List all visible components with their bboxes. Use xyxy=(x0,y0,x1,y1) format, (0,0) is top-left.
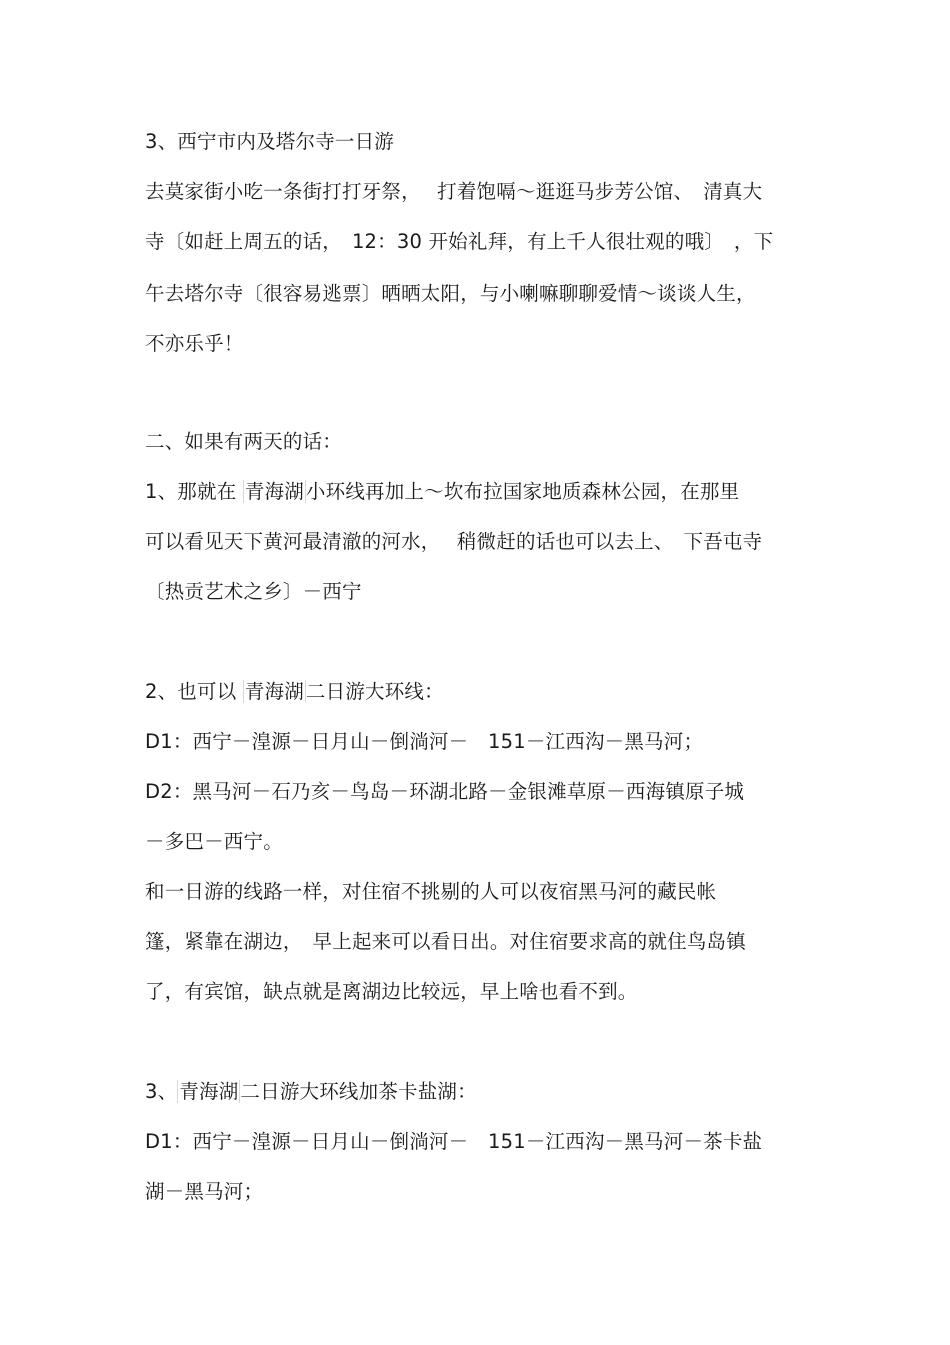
paragraph-line: 寺〔如赶上周五的话， 12：30 开始礼拜，有上千人很壮观的哦〕 ，下 xyxy=(145,230,774,253)
paragraph-line xyxy=(145,480,739,504)
paragraph-line: 〔热贡艺术之乡〕－西宁 xyxy=(145,580,362,603)
text-prefix: 1、那就在 xyxy=(145,480,243,503)
text-prefix: 2、也可以 xyxy=(145,680,243,703)
paragraph-line: 篷，紧靠在湖边， 早上起来可以看日出。对住宿要求高的就住鸟岛镇 xyxy=(145,930,746,953)
paragraph-line: 了，有宾馆，缺点就是离湖边比较远，早上啥也看不到。 xyxy=(145,980,638,1003)
section-heading-two-days: 二、如果有两天的话： xyxy=(145,430,343,453)
text-suffix: 小环线再加上～坎布拉国家地质森林公园，在那里 xyxy=(305,480,740,503)
section-title-two-day-loop xyxy=(145,680,444,704)
itinerary-day-1: D1：西宁－湟源－日月山－倒淌河－ 151－江西沟－黑马河； xyxy=(145,730,704,753)
itinerary-day-1: D1：西宁－湟源－日月山－倒淌河－ 151－江西沟－黑马河－茶卡盐 xyxy=(145,1130,763,1153)
paragraph-line: 去莫家街小吃一条街打打牙祭， 打着饱嗝～逛逛马步芳公馆、 清真大 xyxy=(145,180,763,203)
text-prefix: 3、 xyxy=(145,1080,178,1103)
keyword-qinghai-lake: 青海湖 xyxy=(244,680,304,703)
paragraph-line: 不亦乐乎！ xyxy=(145,332,244,355)
section-title-loop-chaka xyxy=(145,1080,477,1104)
itinerary-day-2-cont: －多巴－西宁。 xyxy=(145,830,283,853)
paragraph-line: 午去塔尔寺〔很容易逃票〕晒晒太阳，与小喇嘛聊聊爱情～谈谈人生， xyxy=(145,282,756,305)
section-title-xining-tour: 3、西宁市内及塔尔寺一日游 xyxy=(145,130,395,153)
text-suffix: 二日游大环线加茶卡盐湖： xyxy=(240,1080,477,1103)
paragraph-line: 可以看见天下黄河最清澈的河水， 稍微赶的话也可以去上、 下吾屯寺 xyxy=(145,530,763,553)
paragraph-line: 和一日游的线路一样，对住宿不挑剔的人可以夜宿黑马河的藏民帐 xyxy=(145,880,717,903)
text-suffix: 二日游大环线： xyxy=(305,680,444,703)
itinerary-day-2: D2：黑马河－石乃亥－鸟岛－环湖北路－金银滩草原－西海镇原子城 xyxy=(145,780,745,803)
itinerary-day-1-cont: 湖－黑马河； xyxy=(145,1180,264,1203)
keyword-qinghai-lake: 青海湖 xyxy=(244,480,304,503)
keyword-qinghai-lake: 青海湖 xyxy=(179,1080,239,1103)
